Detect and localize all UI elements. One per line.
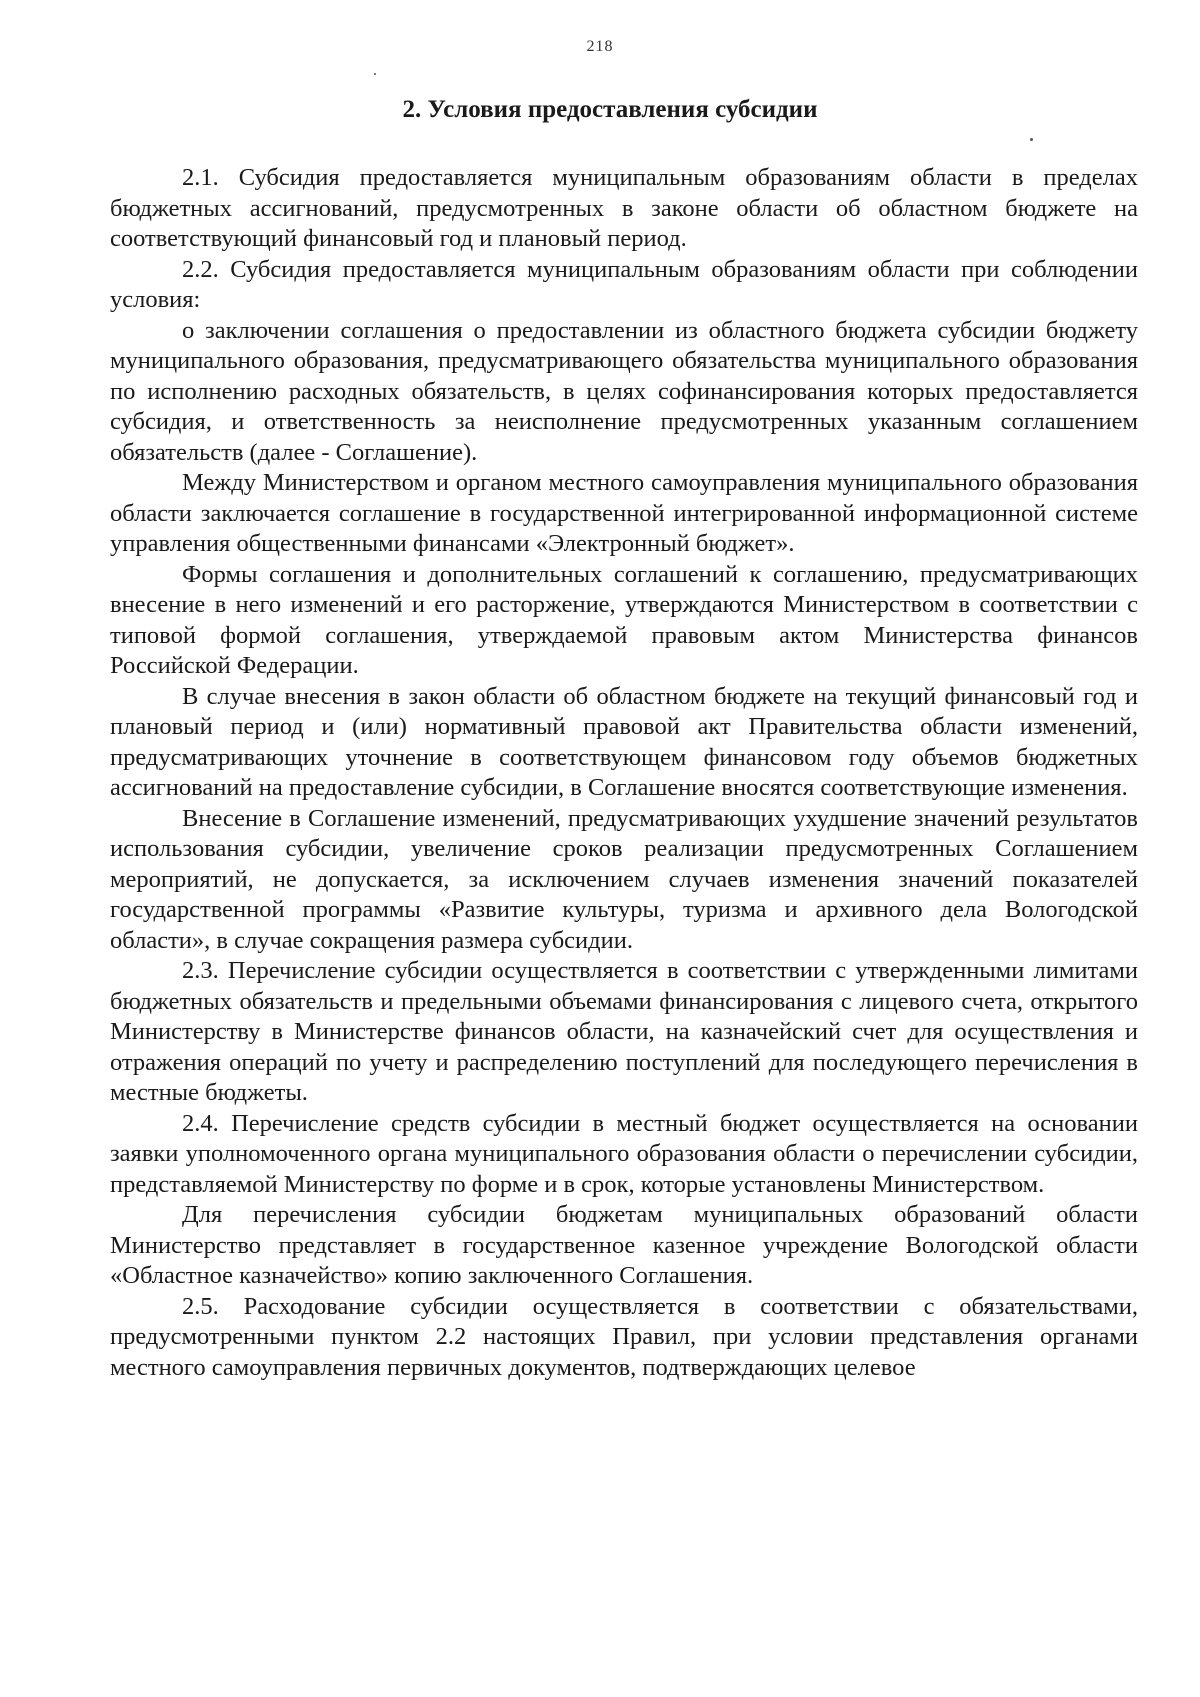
scan-speck	[1030, 138, 1033, 141]
page-number: 218	[586, 38, 614, 55]
paragraph-2-5: 2.5. Расходование субсидии осуществляется в соответствии с обязательствами, предусмотренными пунктом 2.2 настоящих Правил, при условии представления органами местного самоуправления первичных документов, подтверждающих целевое	[110, 1292, 1138, 1381]
section-title: 2. Условия предоставления субсидии	[402, 96, 818, 123]
paragraph-2-4: 2.4. Перечисление средств субсидии в местный бюджет осуществляется на основании заявки уполномоченного органа муниципального образования области о перечислении субсидии, представляемой Министерству по форме и в срок, которые установлены Министерством.	[110, 1109, 1138, 1198]
paragraph-budget-changes: В случае внесения в закон области об областном бюджете на текущий финансовый год и плановый период и (или) нормативный правовой акт Правительства области изменений, предусматривающих уточнение в соответствующем финансовом году объемов бюджетных ассигнований на предоставление субсидии, в Соглашение вносятся соответствующие изменения.	[110, 682, 1138, 801]
paragraph-electronic-budget: Между Министерством и органом местного самоуправления муниципального образования области заключается соглашение в государственной интегрированной информационной системе управления общественными финансами «Электронный бюджет».	[110, 469, 1138, 557]
paragraph-2-3: 2.3. Перечисление субсидии осуществляется в соответствии с утвержденными лимитами бюджетных обязательств и предельными объемами финансирования с лицевого счета, открытого Министерству в Министерстве финансов области, на казначейский счет для осуществления и отражения операций по учету и распределению поступлений для последующего перечисления в местные бюджеты.	[110, 957, 1138, 1106]
paragraph-treasury-copy: Для перечисления субсидии бюджетам муниципальных образований области Министерство представляет в государственное казенное учреждение Вологодской области «Областное казначейство» копию заключенного Соглашения.	[110, 1201, 1138, 1289]
scan-speck	[374, 73, 376, 75]
paragraph-2-2: 2.2. Субсидия предоставляется муниципальным образованиям области при соблюдении условия:	[110, 255, 1138, 313]
document-body	[110, 163, 1138, 1383]
paragraph-agreement-forms: Формы соглашения и дополнительных соглашений к соглашению, предусматривающих внесение в него изменений и его расторжение, утверждаются Министерством в соответствии с типовой формой соглашения, утверждаемой правовым актом Министерства финансов Российской Федерации.	[110, 560, 1138, 679]
paragraph-amendment-restrictions: Внесение в Соглашение изменений, предусматривающих ухудшение значений результатов использования субсидии, увеличение сроков реализации предусмотренных Соглашением мероприятий, не допускается, за исключением случаев изменения значений показателей государственной программы «Развитие культуры, туризма и архивного дела Вологодской области», в случае сокращения размера субсидии.	[110, 804, 1138, 954]
paragraph-2-1: 2.1. Субсидия предоставляется муниципальным образованиям области в пределах бюджетных ассигнований, предусмотренных в законе области об областном бюджете на соответствующий финансовый год и плановый период.	[110, 164, 1138, 252]
paragraph-agreement-condition: о заключении соглашения о предоставлении из областного бюджета субсидии бюджету муниципального образования, предусматривающего обязательства муниципального образования по исполнению расходных обязательств, в целях софинансирования которых предоставляется субсидия, и ответственность за неисполнение предусмотренных указанным соглашением обязательств (далее - Соглашение).	[110, 316, 1138, 466]
